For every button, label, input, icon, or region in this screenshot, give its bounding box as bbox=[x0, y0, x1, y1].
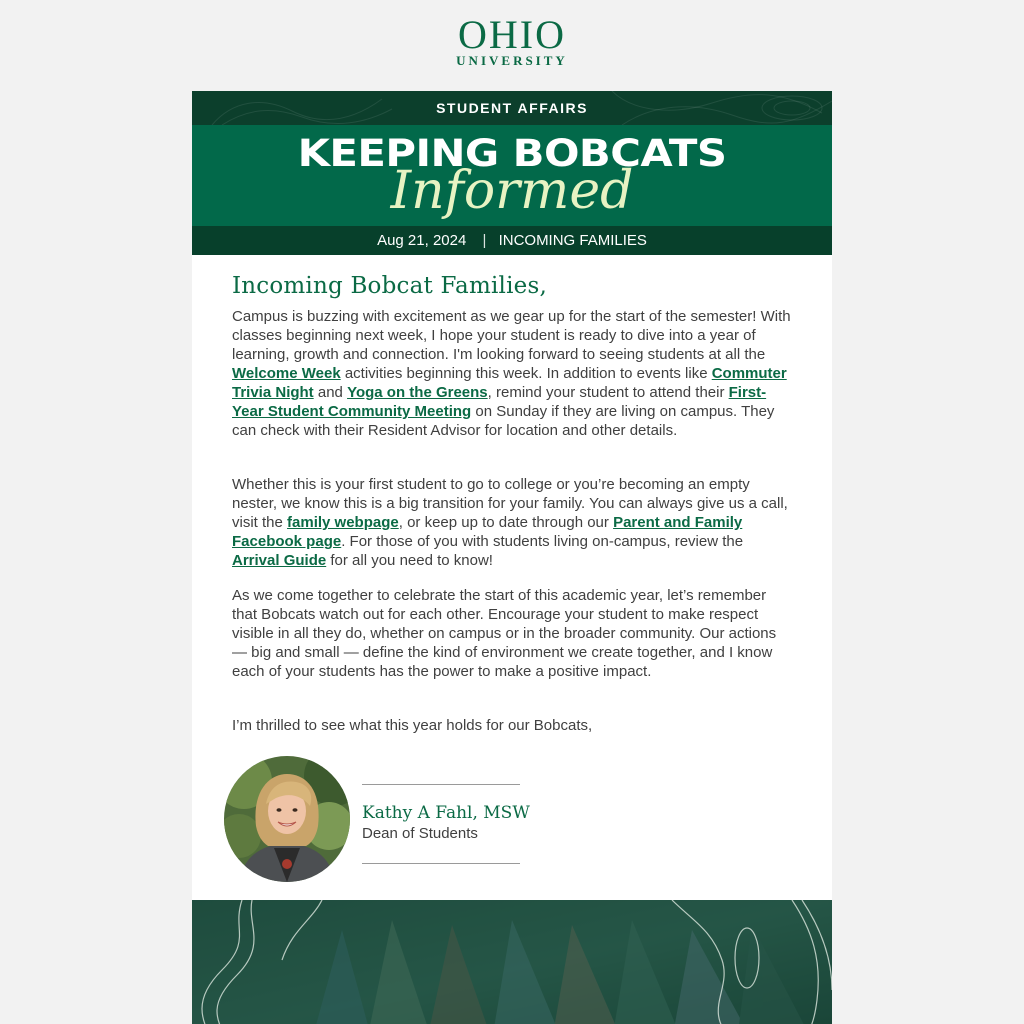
signer-name: Kathy A Fahl, MSW bbox=[362, 803, 530, 823]
text: . For those of you with students living on-campus, review the bbox=[341, 533, 744, 550]
dean-avatar bbox=[224, 756, 350, 882]
signature-divider-bottom bbox=[362, 863, 520, 864]
arrival-guide-link[interactable]: Arrival Guide bbox=[232, 552, 327, 569]
paragraph-closing: I’m thrilled to see what this year holds for our Bobcats, bbox=[232, 717, 593, 734]
text: Whether this is your first student to go to college or you’re becoming an empty nester, we know this is a big transition for your family. You can always give us a call, visit the bbox=[232, 476, 788, 531]
text: , remind your student to attend their bbox=[487, 384, 729, 401]
department-label: STUDENT AFFAIRS bbox=[436, 100, 588, 116]
text: and bbox=[313, 384, 348, 401]
department-banner bbox=[192, 91, 832, 125]
footer-hero-image bbox=[192, 900, 832, 1024]
community-meeting-link[interactable]: First-Year Student Community Meeting bbox=[232, 384, 767, 420]
signer-title: Dean of Students bbox=[362, 825, 478, 842]
facebook-page-link[interactable]: Parent and Family Facebook page bbox=[232, 514, 743, 550]
text: on Sunday if they are living on campus. They can check with their Resident Advisor for location and other details. bbox=[232, 403, 775, 439]
audience-label: INCOMING FAMILIES bbox=[498, 232, 647, 249]
text: for all you need to know! bbox=[326, 552, 493, 569]
paragraph-welcome bbox=[232, 307, 792, 440]
newsletter-title: KEEPING BOBCATS bbox=[297, 132, 727, 175]
greeting-heading: Incoming Bobcat Families, bbox=[232, 273, 547, 299]
signature-divider-top bbox=[362, 784, 520, 785]
logo-subtitle: UNIVERSITY bbox=[456, 53, 568, 68]
newsletter-card bbox=[192, 91, 832, 1024]
letter-body bbox=[192, 255, 832, 900]
ohio-university-logo[interactable] bbox=[0, 12, 1024, 68]
newsletter-title-italic: Informed bbox=[390, 161, 634, 221]
issue-info-bar bbox=[192, 226, 832, 255]
text: , or keep up to date through our bbox=[398, 514, 614, 531]
title-banner bbox=[192, 125, 832, 226]
text: Campus is buzzing with excitement as we gear up for the start of the semester! With classes beginning next week, I hope your student is ready to dive into a year of learning, growth and connection. I'm looking forward to seeing students at all the bbox=[232, 308, 791, 363]
welcome-week-link[interactable]: Welcome Week bbox=[232, 365, 341, 382]
issue-date: Aug 21, 2024 bbox=[377, 232, 467, 249]
paragraph-respect: As we come together to celebrate the start of this academic year, let’s remember that Bobcats watch out for each other. Encourage your student to make respect visible in all they do, whether on campus or in the broader community. Our actions — big and small — define the kind of environment we create together, and I know each of your students has the power to make a positive impact. bbox=[232, 587, 777, 680]
text: activities beginning this week. In addition to events like bbox=[340, 365, 712, 382]
family-webpage-link[interactable]: family webpage bbox=[287, 514, 399, 531]
paragraph-resources bbox=[232, 475, 792, 570]
commuter-trivia-night-link[interactable]: Commuter Trivia Night bbox=[232, 365, 787, 401]
logo-wordmark: OHIO bbox=[458, 12, 566, 57]
yoga-on-the-greens-link[interactable]: Yoga on the Greens bbox=[347, 384, 488, 401]
separator: | bbox=[482, 232, 487, 249]
